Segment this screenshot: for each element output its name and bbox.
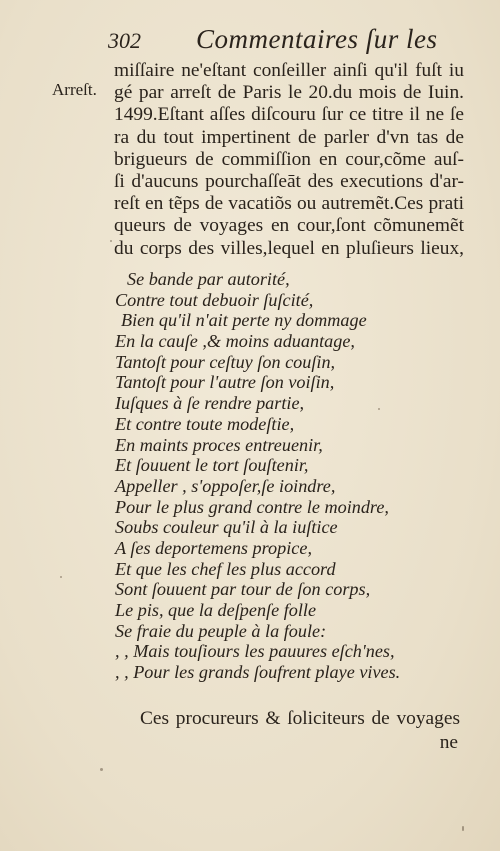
verse-line: Iuſques à ſe rendre partie, — [115, 393, 305, 414]
verse-line: En la cauſe ,& moins aduantage, — [115, 331, 355, 352]
prose-line: reſt en tẽps de vacatiõs ou autremẽt.Ces prati — [114, 193, 464, 215]
verse-line: En maints proces entreuenir, — [115, 434, 323, 455]
verse-line: Et ſouuent le tort ſouſtenir, — [115, 455, 309, 476]
prose-line: gé par arreſt de Paris le 20.du mois de Iuin. — [114, 82, 464, 104]
verse-line: Le pis, que la deſpenſe folle — [115, 600, 317, 620]
verse-line: Appeller , s'oppoſer,ſe ioindre, — [115, 475, 336, 496]
prose-paragraph — [114, 60, 464, 260]
prose-line: queurs de voyages en cour,ſont cõmunemẽt — [114, 215, 464, 237]
paper-speck — [378, 408, 380, 410]
running-title: Commentaires ſur les — [196, 24, 438, 54]
paper-speck — [110, 240, 112, 242]
verse-line: , , Pour les grands ſoufrent playe vives. — [115, 662, 401, 683]
verse-line: A ſes deportemens propice, — [115, 537, 312, 558]
verse-line: Et contre toute modeſtie, — [115, 413, 295, 434]
paper-speck — [462, 826, 464, 831]
verse-line: Tantoſt pour ceſtuy ſon couſin, — [115, 351, 336, 372]
verse-line: Contre tout debuoir ſuſcité, — [115, 289, 314, 310]
verse-line: Soubs couleur qu'il à la iuſtice — [115, 517, 338, 538]
verse-line: Se fraie du peuple à la foule: — [115, 620, 327, 641]
prose-line: ra du tout impertinent de parler d'vn tas de — [114, 126, 464, 148]
paper-speck — [100, 768, 103, 771]
paper-speck — [60, 576, 62, 578]
catchword: ne — [439, 732, 458, 753]
running-head — [108, 24, 468, 58]
closing-line: Ces procureurs & ſoliciteurs de voyages — [140, 708, 460, 729]
verse-block — [115, 269, 460, 683]
closing-paragraph — [140, 708, 460, 730]
verse-line: Se bande par autorité, — [127, 269, 290, 289]
verse-line: Pour le plus grand contre le moindre, — [115, 496, 389, 517]
prose-line: 1499.Eſtant aſſes diſcouru ſur ce titre il ne ſe — [114, 104, 464, 126]
verse-line: Et que les chef les plus accord — [115, 558, 336, 579]
verse-line: , , Mais touſiours les pauures eſch'nes, — [115, 641, 395, 662]
prose-line: ſi d'aucuns pourchaſſeāt des executions d'ar- — [114, 170, 464, 192]
margin-note: Arreſt. — [52, 80, 97, 99]
verse-line: Bien qu'il n'ait perte ny dommage — [121, 310, 367, 331]
prose-line: brigueurs de commiſſion en cour,cõme auſ- — [114, 148, 464, 170]
prose-line: du corps des villes,lequel en pluſieurs lieux, — [114, 237, 464, 259]
prose-line: miſſaire ne'eſtant conſeiller ainſi qu'il fuſt iu — [114, 60, 464, 81]
page-number: 302 — [108, 28, 141, 53]
verse-line: Tantoſt pour l'autre ſon voiſin, — [115, 372, 335, 393]
verse-line: Sont ſouuent par tour de ſon corps, — [115, 579, 371, 600]
